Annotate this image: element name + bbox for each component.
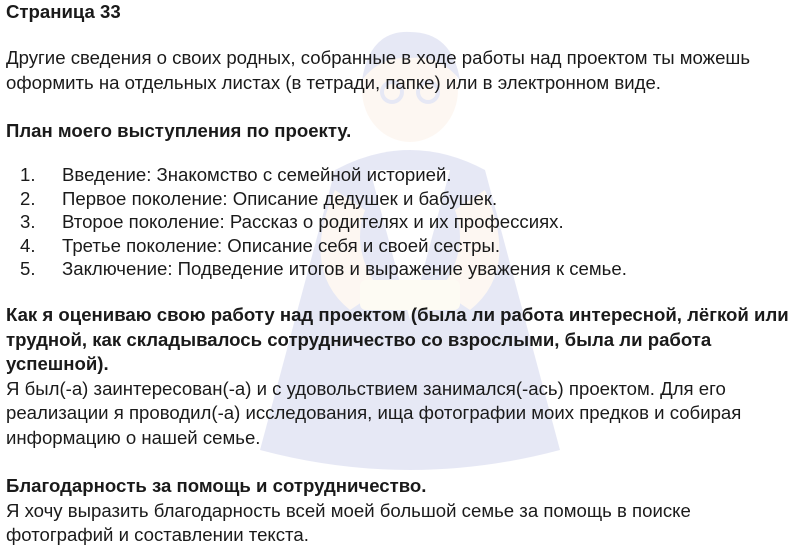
evaluation-section	[6, 303, 800, 450]
list-item-number: 5.	[20, 258, 36, 279]
list-item	[6, 234, 627, 258]
list-item	[6, 210, 627, 234]
list-item-number: 2.	[20, 187, 36, 209]
thanks-heading: Благодарность за помощь и сотрудничество.	[6, 475, 427, 496]
list-item-text: Введение: Знакомство с семейной историей.	[62, 164, 452, 185]
thanks-text: Я хочу выразить благодарность всей моей большой семье за помощь в поиске фотографий и составлении текста.	[6, 499, 691, 545]
page-title: Страница 33	[6, 1, 121, 22]
plan-list	[6, 163, 627, 281]
list-item-text: Заключение: Подведение итогов и выражение уважения к семье.	[62, 258, 627, 279]
list-item-number: 1.	[20, 164, 36, 185]
list-item-text: Первое поколение: Описание дедушек и бабушек.	[62, 187, 498, 209]
list-item	[6, 163, 627, 187]
intro-paragraph: Другие сведения о своих родных, собранные в ходе работы над проектом ты можешь оформить на отдельных листах (в тетради, папке) или в электронном виде.	[6, 47, 751, 93]
list-item-text: Третье поколение: Описание себя и своей сестры.	[62, 234, 500, 256]
list-item	[6, 257, 627, 281]
list-item-number: 3.	[20, 211, 36, 232]
list-item-number: 4.	[20, 234, 36, 256]
thanks-section	[6, 474, 796, 548]
evaluation-heading: Как я оцениваю свою работу над проектом (была ли работа интересной, лёгкой или трудной, как складывалось сотрудничество со взрослыми, была ли работа успешной).	[6, 304, 789, 374]
list-item	[6, 187, 627, 211]
evaluation-text: Я был(-а) заинтересован(-а) и с удовольствием занимался(-ась) проектом. Для его реализации я проводил(-а) исследования, ища фотографии моих предков и собирая информацию о нашей семье.	[6, 377, 742, 448]
list-item-text: Второе поколение: Рассказ о родителях и их профессиях.	[62, 211, 564, 232]
plan-heading: План моего выступления по проекту.	[6, 120, 352, 141]
